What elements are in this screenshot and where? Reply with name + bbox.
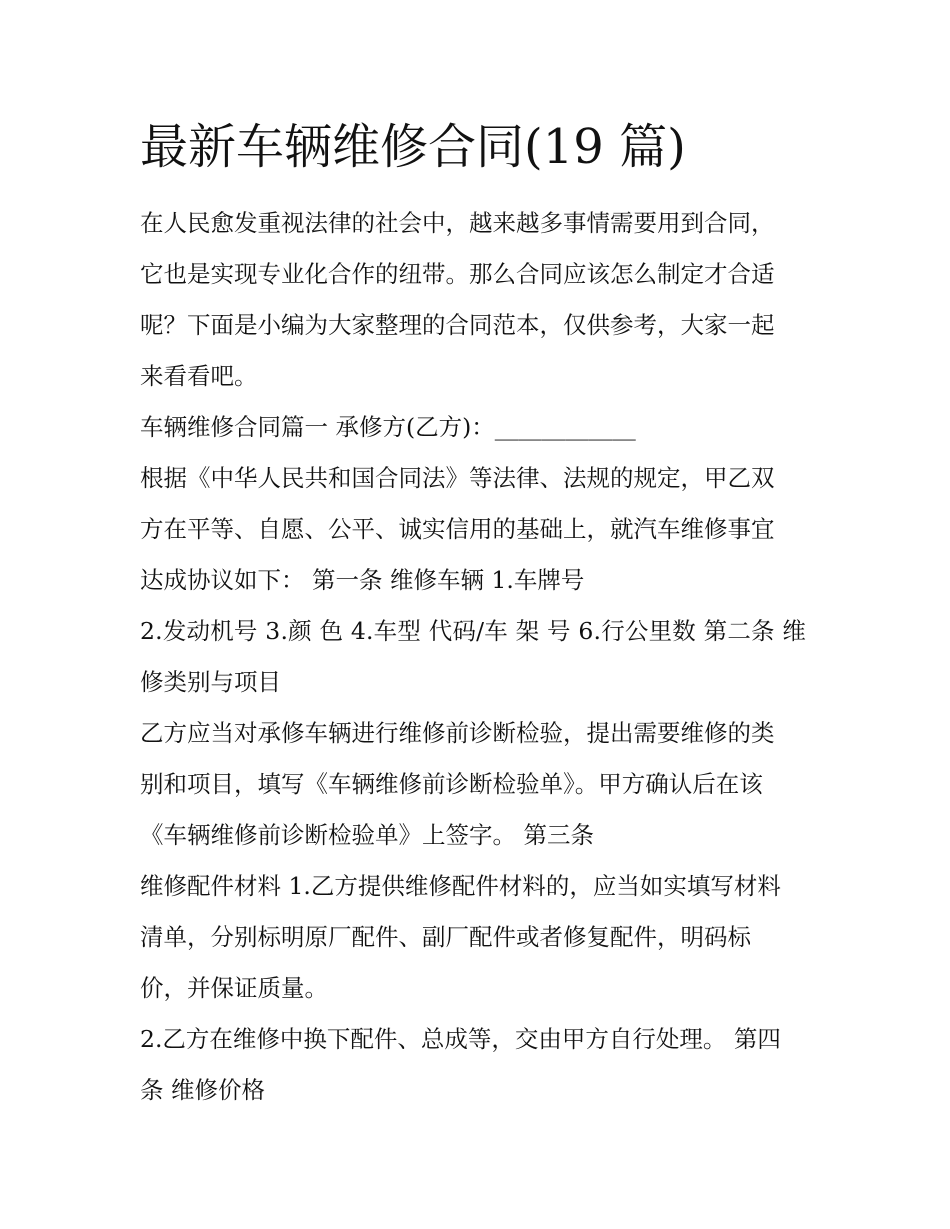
body-line: 来看看吧。 (140, 362, 258, 390)
body-line: 别和项目，填写《车辆维修前诊断检验单》。甲方确认后在该 (140, 770, 763, 798)
body-line: 价，并保证质量。 (140, 974, 328, 1002)
body-line: 维修配件材料 1.乙方提供维修配件材料的，应当如实填写材料 (140, 872, 781, 900)
document-body (140, 198, 820, 1116)
body-line: 修类别与项目 (140, 668, 281, 696)
body-line: 在人民愈发重视法律的社会中，越来越多事情需要用到合同， (140, 209, 775, 237)
document-title: 最新车辆维修合同(19 篇) (140, 119, 686, 175)
body-line: 根据《中华人民共和国合同法》等法律、法规的规定，甲乙双 (140, 464, 775, 492)
body-line: 2.发动机号 3.颜 色 4.车型 代码/车 架 号 6.行公里数 第二条 维 (140, 617, 807, 645)
body-line: 方在平等、自愿、公平、诚实信用的基础上，就汽车维修事宜 (140, 515, 775, 543)
body-line: 2.乙方在维修中换下配件、总成等，交由甲方自行处理。 第四 (140, 1025, 781, 1053)
body-line: 车辆维修合同篇一 承修方(乙方)：____________ (140, 413, 636, 441)
body-line: 清单，分别标明原厂配件、副厂配件或者修复配件，明码标 (140, 923, 751, 951)
body-line: 它也是实现专业化合作的纽带。那么合同应该怎么制定才合适 (140, 260, 775, 288)
body-line: 条 维修价格 (140, 1076, 265, 1104)
body-line: 达成协议如下： 第一条 维修车辆 1.车牌号 (140, 566, 585, 594)
body-line: 乙方应当对承修车辆进行维修前诊断检验，提出需要维修的类 (140, 719, 775, 747)
body-line: 呢？下面是小编为大家整理的合同范本，仅供参考，大家一起 (140, 311, 775, 339)
body-line: 《车辆维修前诊断检验单》上签字。 第三条 (140, 821, 594, 849)
